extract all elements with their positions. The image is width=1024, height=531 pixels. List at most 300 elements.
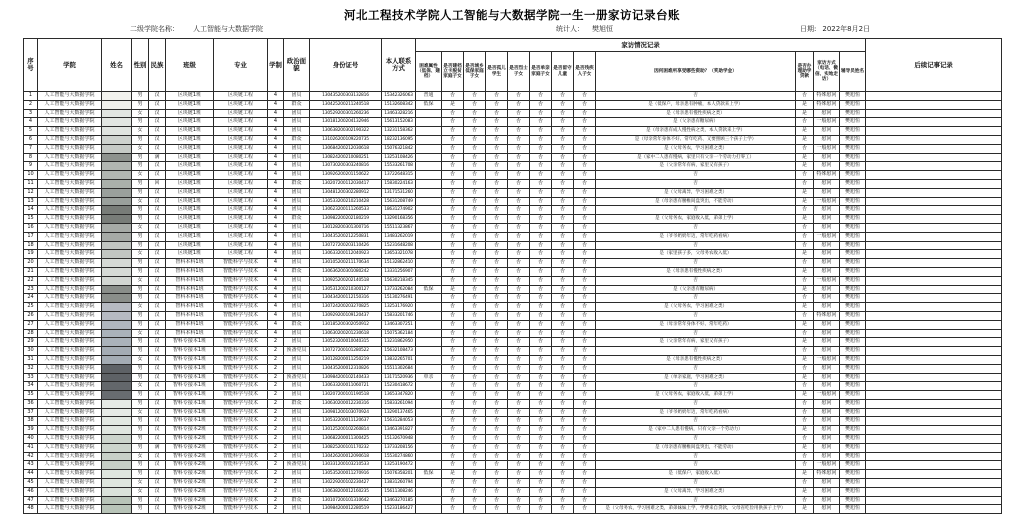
cell-id-number: 130623200111260533: [310, 206, 382, 215]
cell-class: 区块链1班: [166, 171, 214, 180]
cell-ethnicity: 汉: [149, 461, 166, 470]
cell-political: 团员: [284, 223, 310, 232]
cell-f1: 否: [442, 479, 464, 488]
table-row: [24, 109, 1002, 118]
home-visit-records-table: [23, 38, 1002, 514]
cell-college: 人工智能与大数据学院: [38, 259, 102, 268]
cell-f7: 否: [574, 171, 596, 180]
table-row: [24, 355, 1002, 364]
cell-college: 人工智能与大数据学院: [38, 382, 102, 391]
cell-phone: 13832265701: [382, 355, 416, 364]
cell-attr: [416, 241, 442, 250]
cell-seq: 34: [24, 382, 38, 391]
cell-visit: 慰问: [814, 496, 840, 505]
table-row: [24, 276, 1002, 285]
cell-f6: 否: [552, 285, 574, 294]
cell-followup: [866, 127, 1002, 136]
cell-tutor: 樊旭恒: [840, 487, 866, 496]
cell-f7: 否: [574, 118, 596, 127]
cell-f6: 否: [552, 232, 574, 241]
cell-f1: 是: [442, 470, 464, 479]
cell-loan: 否: [796, 435, 814, 444]
cell-f3: 否: [486, 417, 508, 426]
cell-f4: 否: [508, 461, 530, 470]
cell-tutor: 樊旭恒: [840, 153, 866, 162]
cell-sex: 男: [132, 373, 149, 382]
cell-sex: 男: [132, 100, 149, 109]
cell-followup: [866, 479, 1002, 488]
cell-class: 智科专接本2班: [166, 426, 214, 435]
cell-f7: 否: [574, 232, 596, 241]
cell-loan: 否: [796, 92, 814, 101]
cell-id-number: 130425200211240518: [310, 100, 382, 109]
cell-f1: 否: [442, 144, 464, 153]
cell-f7: 否: [574, 364, 596, 373]
table-row: [24, 285, 1002, 294]
cell-years: 4: [268, 118, 284, 127]
cell-tutor: 樊旭恒: [840, 373, 866, 382]
cell-f2: 否: [464, 179, 486, 188]
cell-college: 人工智能与大数据学院: [38, 206, 102, 215]
table-row: [24, 232, 1002, 241]
cell-followup: [866, 435, 1002, 444]
cell-sex: 男: [132, 241, 149, 250]
cell-f1: 否: [442, 347, 464, 356]
cell-attr: [416, 109, 442, 118]
cell-tutor: 樊旭恒: [840, 382, 866, 391]
cell-tutor: 樊旭恒: [840, 223, 866, 232]
cell-attr: [416, 408, 442, 417]
cell-tutor: 樊旭恒: [840, 311, 866, 320]
table-row: [24, 373, 1002, 382]
cell-followup: [866, 276, 1002, 285]
cell-major: 智能科学与技术: [214, 487, 268, 496]
cell-visit: 慰问: [814, 426, 840, 435]
cell-loan: 否: [796, 276, 814, 285]
cell-political: 团员: [284, 144, 310, 153]
cell-major: 智能科学与技术: [214, 355, 268, 364]
cell-years: 4: [268, 320, 284, 329]
cell-f6: 否: [552, 479, 574, 488]
cell-attr: [416, 215, 442, 224]
col-major: 专业: [214, 39, 268, 92]
cell-loan: 是: [796, 338, 814, 347]
cell-ethnicity: 汉: [149, 347, 166, 356]
cell-name-redacted: [102, 197, 132, 206]
cell-name-redacted: [102, 505, 132, 514]
cell-years: 4: [268, 162, 284, 171]
cell-ethnicity: 汉: [149, 118, 166, 127]
col-f5: 是否单亲家庭子女: [530, 52, 552, 92]
cell-years: 2: [268, 505, 284, 514]
cell-f2: 否: [464, 435, 486, 444]
cell-aid: 是（父母务农，学习困难之类）: [596, 144, 796, 153]
cell-aid: 否: [596, 452, 796, 461]
cell-sex: 男: [132, 135, 149, 144]
cell-major: 智能科学与技术: [214, 320, 268, 329]
cell-aid: 是（母亲常年身体不好、常年吃药）: [596, 320, 796, 329]
cell-ethnicity: 汉: [149, 100, 166, 109]
cell-sex: 女: [132, 382, 149, 391]
cell-f2: 否: [464, 470, 486, 479]
cell-class: 智科本科1班: [166, 303, 214, 312]
cell-f4: 否: [508, 303, 530, 312]
cell-political: 团员: [284, 505, 310, 514]
cell-id-number: 130105200211170634: [310, 259, 382, 268]
cell-f5: 否: [530, 109, 552, 118]
cell-f6: 否: [552, 215, 574, 224]
cell-f3: 否: [486, 399, 508, 408]
cell-f5: 否: [530, 338, 552, 347]
cell-college: 人工智能与大数据学院: [38, 426, 102, 435]
cell-attr: [416, 417, 442, 426]
cell-f7: 否: [574, 479, 596, 488]
cell-f7: 否: [574, 206, 596, 215]
cell-aid: 是（父母离异，学习困难之类）: [596, 487, 796, 496]
cell-aid: 是（家中二人患有慢病，只有父亲一个劳动力）: [596, 426, 796, 435]
table-row: [24, 179, 1002, 188]
cell-f7: 否: [574, 408, 596, 417]
col-class: 班级: [166, 39, 214, 92]
cell-college: 人工智能与大数据学院: [38, 276, 102, 285]
cell-seq: 15: [24, 215, 38, 224]
cell-aid: 否: [596, 206, 796, 215]
cell-sex: 女: [132, 487, 149, 496]
cell-sex: 男: [132, 496, 149, 505]
cell-college: 人工智能与大数据学院: [38, 109, 102, 118]
cell-ethnicity: 汉: [149, 285, 166, 294]
cell-class: 智科专接本2班: [166, 470, 214, 479]
cell-phone: 13483262019: [382, 232, 416, 241]
cell-followup: [866, 443, 1002, 452]
cell-aid: 否: [596, 223, 796, 232]
cell-f2: 否: [464, 197, 486, 206]
cell-name-redacted: [102, 391, 132, 400]
cell-f5: 否: [530, 311, 552, 320]
cell-tutor: 樊旭恒: [840, 443, 866, 452]
col-followup: 后续记事记录: [866, 39, 1002, 92]
cell-f7: 否: [574, 347, 596, 356]
cell-f7: 否: [574, 417, 596, 426]
cell-major: 区块链工程: [214, 153, 268, 162]
cell-years: 4: [268, 206, 284, 215]
cell-ethnicity: 汉: [149, 109, 166, 118]
cell-aid: 是（父母务农，家庭收入低，弟弟上学）: [596, 215, 796, 224]
cell-f4: 否: [508, 162, 530, 171]
cell-years: 4: [268, 223, 284, 232]
cell-f6: 否: [552, 250, 574, 259]
cell-political: 团员: [284, 294, 310, 303]
cell-f4: 否: [508, 443, 530, 452]
cell-visit: 慰问: [814, 347, 840, 356]
cell-f3: 否: [486, 355, 508, 364]
table-row: [24, 470, 1002, 479]
cell-political: 团员: [284, 329, 310, 338]
cell-f6: 否: [552, 197, 574, 206]
cell-id-number: 130684200212030618: [310, 144, 382, 153]
cell-f3: 否: [486, 206, 508, 215]
cell-loan: 是: [796, 443, 814, 452]
cell-sex: 男: [132, 179, 149, 188]
cell-f6: 否: [552, 100, 574, 109]
cell-seq: 21: [24, 267, 38, 276]
cell-id-number: 130125200102260814: [310, 426, 382, 435]
cell-f5: 否: [530, 355, 552, 364]
cell-political: 团员: [284, 435, 310, 444]
cell-years: 4: [268, 188, 284, 197]
cell-f1: 否: [442, 329, 464, 338]
cell-sex: 男: [132, 162, 149, 171]
cell-f4: 否: [508, 294, 530, 303]
cell-sex: 女: [132, 276, 149, 285]
cell-f3: 否: [486, 505, 508, 514]
cell-attr: [416, 250, 442, 259]
cell-class: 智科专接本1班: [166, 364, 214, 373]
cell-f1: 否: [442, 311, 464, 320]
cell-f2: 否: [464, 215, 486, 224]
cell-followup: [866, 188, 1002, 197]
cell-aid: 是（母亲患有慢性疾病之类）: [596, 355, 796, 364]
cell-phone: 13653347820: [382, 391, 416, 400]
cell-followup: [866, 470, 1002, 479]
cell-f6: 否: [552, 417, 574, 426]
cell-phone: 13231158362: [382, 127, 416, 136]
cell-class: 智科本科1班: [166, 320, 214, 329]
cell-ethnicity: 汉: [149, 364, 166, 373]
cell-ethnicity: 汉: [149, 232, 166, 241]
cell-loan: 否: [796, 223, 814, 232]
table-row: [24, 408, 1002, 417]
cell-major: 智能科学与技术: [214, 399, 268, 408]
cell-visit: 慰问: [814, 162, 840, 171]
cell-tutor: 樊旭恒: [840, 435, 866, 444]
cell-id-number: 130929200109120437: [310, 311, 382, 320]
cell-followup: [866, 355, 1002, 364]
cell-attr: [416, 391, 442, 400]
cell-followup: [866, 171, 1002, 180]
cell-seq: 45: [24, 479, 38, 488]
col-visit: 家访方式（电话、微信、实地走访）: [814, 52, 840, 92]
cell-tutor: 樊旭恒: [840, 267, 866, 276]
cell-major: 区块链工程: [214, 144, 268, 153]
cell-attr: [416, 364, 442, 373]
cell-followup: [866, 241, 1002, 250]
cell-seq: 43: [24, 461, 38, 470]
cell-name-redacted: [102, 215, 132, 224]
cell-college: 人工智能与大数据学院: [38, 470, 102, 479]
cell-f7: 否: [574, 294, 596, 303]
cell-seq: 25: [24, 303, 38, 312]
cell-name-redacted: [102, 127, 132, 136]
cell-f4: 否: [508, 373, 530, 382]
cell-f1: 否: [442, 496, 464, 505]
cell-college: 人工智能与大数据学院: [38, 408, 102, 417]
cell-f7: 否: [574, 250, 596, 259]
cell-attr: [416, 188, 442, 197]
cell-tutor: 樊旭恒: [840, 197, 866, 206]
cell-id-number: 130535200011270916: [310, 470, 382, 479]
cell-sex: 男: [132, 417, 149, 426]
cell-attr: [416, 452, 442, 461]
cell-phone: 15613152083: [382, 118, 416, 127]
cell-sex: 女: [132, 329, 149, 338]
cell-f1: 否: [442, 206, 464, 215]
cell-political: 群众: [284, 100, 310, 109]
cell-f1: 否: [442, 188, 464, 197]
cell-phone: 13290137465: [382, 408, 416, 417]
cell-college: 人工智能与大数据学院: [38, 417, 102, 426]
col-id-number: 身份证号: [310, 39, 382, 92]
cell-f2: 否: [464, 487, 486, 496]
cell-f4: 否: [508, 338, 530, 347]
cell-major: 智能科学与技术: [214, 391, 268, 400]
cell-sex: 男: [132, 338, 149, 347]
cell-f2: 否: [464, 206, 486, 215]
cell-id-number: 130229200102230427: [310, 479, 382, 488]
cell-political: 预备党员: [284, 347, 310, 356]
cell-f3: 否: [486, 127, 508, 136]
cell-political: 团员: [284, 109, 310, 118]
cell-f3: 否: [486, 461, 508, 470]
cell-f1: 否: [442, 355, 464, 364]
cell-id-number: 130529200301260236: [310, 109, 382, 118]
cell-f4: 否: [508, 382, 530, 391]
cell-name-redacted: [102, 259, 132, 268]
cell-aid: 否: [596, 171, 796, 180]
cell-followup: [866, 144, 1002, 153]
cell-years: 2: [268, 470, 284, 479]
table-row: [24, 435, 1002, 444]
cell-political: 群众: [284, 320, 310, 329]
cell-f1: 否: [442, 382, 464, 391]
cell-f5: 否: [530, 92, 552, 101]
cell-f5: 否: [530, 215, 552, 224]
cell-years: 2: [268, 355, 284, 364]
table-row: [24, 452, 1002, 461]
cell-f1: 否: [442, 153, 464, 162]
cell-id-number: 130531200210300127: [310, 285, 382, 294]
cell-sex: 女: [132, 250, 149, 259]
cell-class: 智科专接本2班: [166, 505, 214, 514]
cell-loan: 是: [796, 250, 814, 259]
cell-f2: 否: [464, 153, 486, 162]
cell-f1: 否: [442, 118, 464, 127]
cell-tutor: 樊旭恒: [840, 399, 866, 408]
cell-loan: 否: [796, 461, 814, 470]
cell-class: 区块链1班: [166, 232, 214, 241]
cell-seq: 40: [24, 435, 38, 444]
cell-f4: 否: [508, 435, 530, 444]
cell-f4: 否: [508, 197, 530, 206]
cell-phone: 15233186427: [382, 505, 416, 514]
cell-f4: 否: [508, 487, 530, 496]
cell-aid: 否: [596, 417, 796, 426]
cell-followup: [866, 153, 1002, 162]
date-label: 日期:: [800, 25, 817, 33]
cell-f3: 否: [486, 285, 508, 294]
cell-tutor: 樊旭恒: [840, 285, 866, 294]
cell-f3: 否: [486, 197, 508, 206]
table-row: [24, 311, 1002, 320]
cell-f6: 否: [552, 171, 574, 180]
cell-f6: 否: [552, 162, 574, 171]
cell-visit: 慰问: [814, 109, 840, 118]
cell-class: 区块链1班: [166, 144, 214, 153]
cell-years: 4: [268, 294, 284, 303]
cell-political: 群众: [284, 267, 310, 276]
cell-political: 团员: [284, 479, 310, 488]
cell-college: 人工智能与大数据学院: [38, 250, 102, 259]
cell-attr: [416, 144, 442, 153]
cell-f3: 否: [486, 373, 508, 382]
cell-name-redacted: [102, 355, 132, 364]
cell-f7: 否: [574, 391, 596, 400]
cell-ethnicity: 汉: [149, 470, 166, 479]
cell-f1: 否: [442, 426, 464, 435]
cell-college: 人工智能与大数据学院: [38, 241, 102, 250]
cell-name-redacted: [102, 294, 132, 303]
cell-f6: 否: [552, 329, 574, 338]
cell-major: 智能科学与技术: [214, 347, 268, 356]
cell-aid: 是（母亲患有慢性疾病之类）: [596, 267, 796, 276]
cell-major: 区块链工程: [214, 223, 268, 232]
cell-class: 区块链1班: [166, 188, 214, 197]
cell-f1: 否: [442, 215, 464, 224]
cell-f2: 否: [464, 408, 486, 417]
cell-name-redacted: [102, 408, 132, 417]
cell-f3: 否: [486, 188, 508, 197]
cell-phone: 15511302684: [382, 364, 416, 373]
cell-f7: 否: [574, 461, 596, 470]
cell-aid: 是（低保户，家庭收入低）: [596, 470, 796, 479]
cell-aid: 是（父亲患有糖尿病）: [596, 285, 796, 294]
cell-political: 团员: [284, 311, 310, 320]
records-table-wrap: [23, 38, 1002, 514]
cell-visit: 慰问: [814, 303, 840, 312]
cell-seq: 8: [24, 153, 38, 162]
cell-seq: 27: [24, 320, 38, 329]
cell-f2: 否: [464, 426, 486, 435]
cell-political: 团员: [284, 303, 310, 312]
cell-class: 智科专接本2班: [166, 496, 214, 505]
cell-aid: 是（父母务农，学习困难之类，弟弟妹妹上学，学费来自贷款，父母省吃俭用供孩子上学）: [596, 505, 796, 514]
col-f1: 是否建档立卡脱贫家庭子女: [442, 52, 464, 92]
cell-class: 智科本科1班: [166, 329, 214, 338]
cell-sex: 男: [132, 259, 149, 268]
cell-f3: 否: [486, 435, 508, 444]
cell-visit: 慰问: [814, 373, 840, 382]
cell-ethnicity: 汉: [149, 373, 166, 382]
cell-id-number: 130682200011300425: [310, 435, 382, 444]
col-f3: 是否孤儿学生: [486, 52, 508, 92]
cell-seq: 32: [24, 364, 38, 373]
page-title: 河北工程技术学院人工智能与大数据学院一生一册家访记录台账: [344, 8, 680, 22]
cell-attr: [416, 399, 442, 408]
cell-id-number: 130435200303132816: [310, 92, 382, 101]
cell-class: 区块链1班: [166, 92, 214, 101]
cell-tutor: 樊旭恒: [840, 188, 866, 197]
cell-followup: [866, 373, 1002, 382]
cell-ethnicity: 汉: [149, 171, 166, 180]
cell-f7: 否: [574, 303, 596, 312]
cell-id-number: 130434200112150316: [310, 294, 382, 303]
cell-f4: 否: [508, 426, 530, 435]
cell-id-number: 130727200101280522: [310, 347, 382, 356]
cell-f2: 否: [464, 109, 486, 118]
cell-tutor: 樊旭恒: [840, 391, 866, 400]
cell-loan: 是: [796, 267, 814, 276]
cell-years: 4: [268, 250, 284, 259]
